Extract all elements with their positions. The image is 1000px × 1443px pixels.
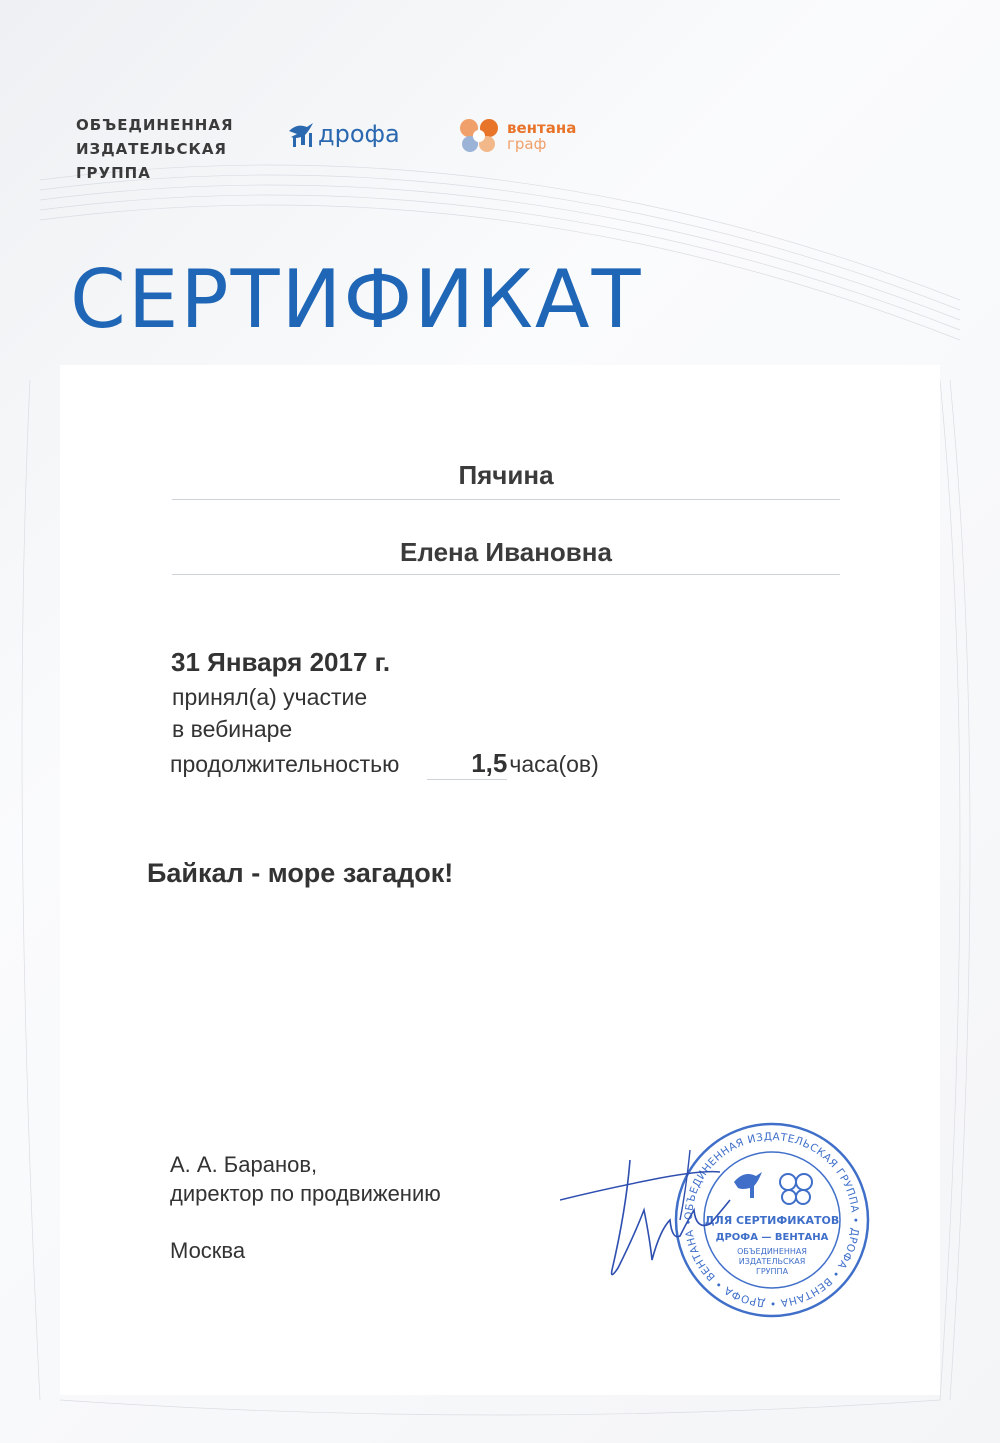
webinar-title: Байкал - море загадок! xyxy=(147,858,454,888)
stamp-line: ГРУППА xyxy=(755,1267,789,1276)
ventana-line: граф xyxy=(507,135,547,153)
certificate-title: СЕРТИФИКАТ xyxy=(70,253,643,346)
handwritten-signature xyxy=(560,1140,760,1300)
duration-label: продолжительностью xyxy=(170,751,400,777)
ventana-butterfly-icon xyxy=(458,117,500,155)
publisher-line: ОБЪЕДИНЕННАЯ xyxy=(76,116,234,134)
stamp-outer-text: ОБЪЕДИНЕННАЯ ИЗДАТЕЛЬСКАЯ ГРУППА • ДРОФА • ВЕНТАНА • ДРОФА • ВЕНТАНА • xyxy=(682,1130,862,1310)
duration-value: 1,5 xyxy=(427,748,507,780)
signatory-name: А. А. Баранов, xyxy=(170,1152,318,1177)
surname-underline xyxy=(172,499,840,500)
ventana-line: вентана xyxy=(507,119,577,137)
duration-unit: часа(ов) xyxy=(509,751,599,777)
event-date: 31 Января 2017 г. xyxy=(171,647,391,677)
stamp-line: ИЗДАТЕЛЬСКАЯ xyxy=(738,1257,806,1266)
publisher-line: ГРУППА xyxy=(76,164,151,182)
signatory-city: Москва xyxy=(170,1238,246,1263)
drofa-logo-text: дрофа xyxy=(318,120,400,148)
stamp-line: ДРОФА — ВЕНТАНА xyxy=(715,1232,829,1243)
publisher-name xyxy=(76,113,234,185)
recipient-surname: Пячина xyxy=(458,460,554,490)
event-type-text: в вебинаре xyxy=(172,716,293,742)
duration-row xyxy=(170,748,599,780)
ventana-logo-text xyxy=(507,120,576,152)
stamp-line: ДЛЯ СЕРТИФИКАТОВ xyxy=(704,1214,840,1227)
participation-text: принял(а) участие xyxy=(172,684,368,710)
given-names-underline xyxy=(172,574,840,575)
recipient-given-names: Елена Ивановна xyxy=(400,537,612,567)
signatory-position: директор по продвижению xyxy=(170,1181,441,1206)
publisher-line: ИЗДАТЕЛЬСКАЯ xyxy=(76,140,227,158)
stamp-line: ОБЪЕДИНЕННАЯ xyxy=(737,1247,807,1256)
